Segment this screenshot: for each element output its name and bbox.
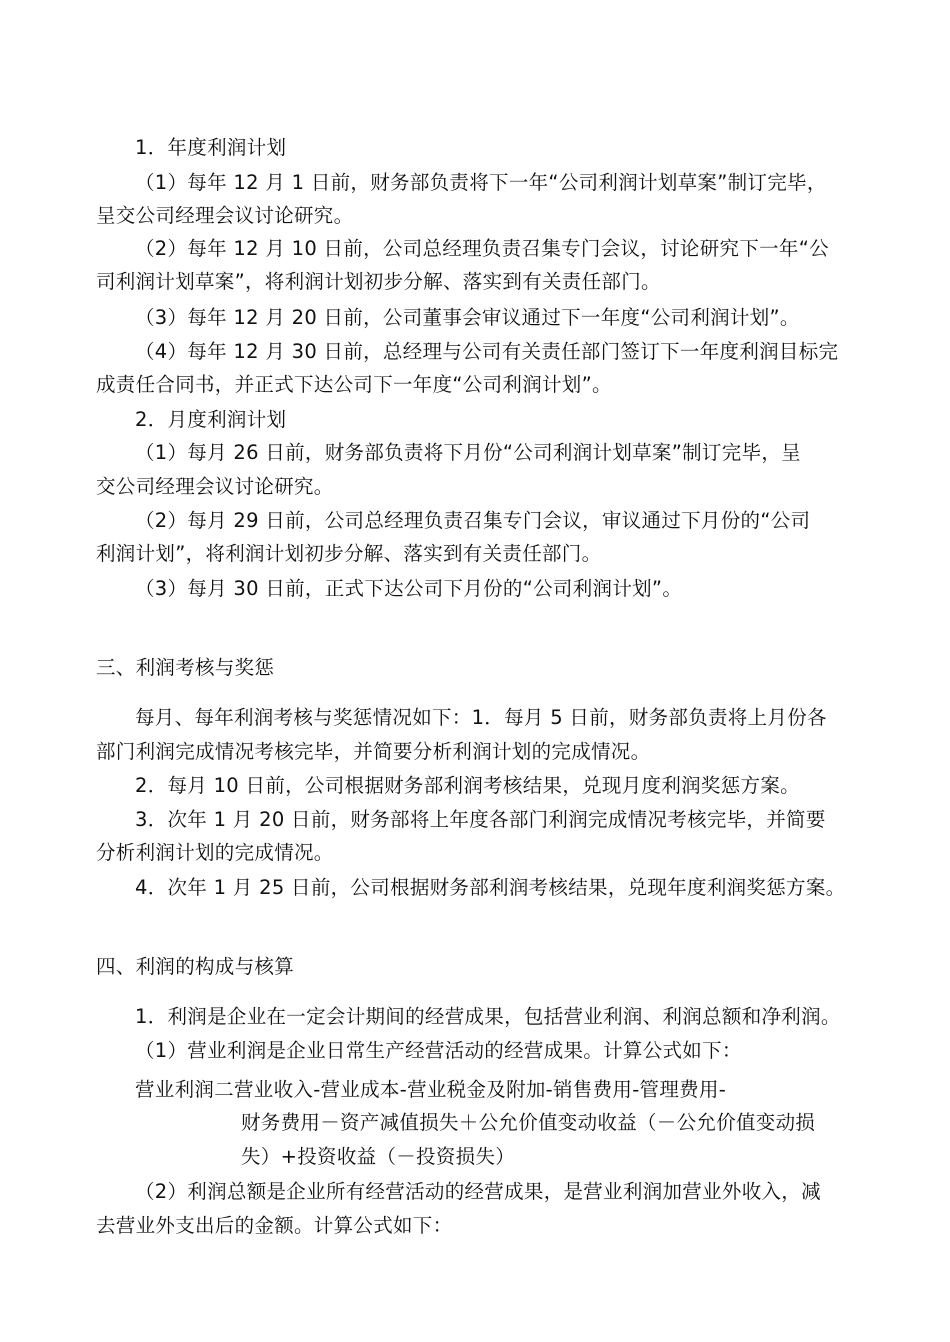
paragraph-line: 利润计划”，将利润计划初步分解、落实到有关责任部门。 (96, 542, 602, 565)
paragraph-line: （2）每年 12 月 10 日前，公司总经理负责召集专门会议，讨论研究下一年“公 (135, 237, 829, 260)
paragraph-line: 每月、每年利润考核与奖惩情况如下：1．每月 5 日前，财务部负责将上月份各 (135, 706, 827, 729)
paragraph-line: （2）每月 29 日前，公司总经理负责召集专门会议，审议通过下月份的“公司 (135, 509, 811, 532)
paragraph-line: 呈交公司经理会议讨论研究。 (96, 204, 354, 227)
paragraph-line: （3）每月 30 日前，正式下达公司下月份的“公司利润计划”。 (135, 577, 683, 600)
paragraph-line: 交公司经理会议讨论研究。 (96, 475, 334, 498)
paragraph-line: （1）每年 12 月 1 日前，财务部负责将下一年“公司利润计划草案”制订完毕， (135, 171, 827, 194)
paragraph-line: 4．次年 1 月 25 日前，公司根据财务部利润考核结果，兑现年度利润奖惩方案。 (135, 876, 846, 899)
paragraph-line: 分析利润计划的完成情况。 (96, 841, 334, 864)
paragraph-line: （2）利润总额是企业所有经营活动的经营成果，是营业利润加营业外收入，减 (135, 1180, 821, 1203)
paragraph-line: 部门利润完成情况考核完毕，并简要分析利润计划的完成情况。 (96, 740, 651, 763)
formula-line: 营业利润二营业收入-营业成本-营业税金及附加-销售费用-管理费用- (135, 1078, 727, 1101)
paragraph-line: 2．每月 10 日前，公司根据财务部利润考核结果，兑现月度利润奖惩方案。 (135, 774, 800, 797)
paragraph-line: （1）营业利润是企业日常生产经营活动的经营成果。计算公式如下： (135, 1039, 742, 1062)
paragraph-line: 成责任合同书，并正式下达公司下一年度“公司利润计划”。 (96, 373, 612, 396)
formula-line: 财务费用－资产减值损失＋公允价值变动收益（－公允价值变动损 (241, 1111, 816, 1134)
subheading-annual-profit-plan: 1．年度利润计划 (135, 136, 287, 159)
paragraph-line: （1）每月 26 日前，财务部负责将下月份“公司利润计划草案”制订完毕，呈 (135, 441, 801, 464)
formula-line: 失）+投资收益（－投资损失） (241, 1145, 516, 1168)
paragraph-line: 去营业外支出后的金额。计算公式如下： (96, 1214, 453, 1237)
paragraph-line: 1．利润是企业在一定会计期间的经营成果，包括营业利润、利润总额和净利润。 (135, 1005, 841, 1028)
paragraph-line: （4）每年 12 月 30 日前，总经理与公司有关责任部门签订下一年度利润目标完 (135, 340, 839, 363)
paragraph-line: （3）每年 12 月 20 日前，公司董事会审议通过下一年度“公司利润计划”。 (135, 306, 800, 329)
paragraph-line: 3．次年 1 月 20 日前，财务部将上年度各部门利润完成情况考核完毕，并简要 (135, 808, 826, 831)
subheading-monthly-profit-plan: 2．月度利润计划 (135, 408, 287, 431)
paragraph-line: 司利润计划草案”，将利润计划初步分解、落实到有关责任部门。 (96, 270, 661, 293)
section-heading-profit-assessment: 三、利润考核与奖惩 (96, 656, 275, 679)
section-heading-profit-composition: 四、利润的构成与核算 (96, 955, 295, 978)
